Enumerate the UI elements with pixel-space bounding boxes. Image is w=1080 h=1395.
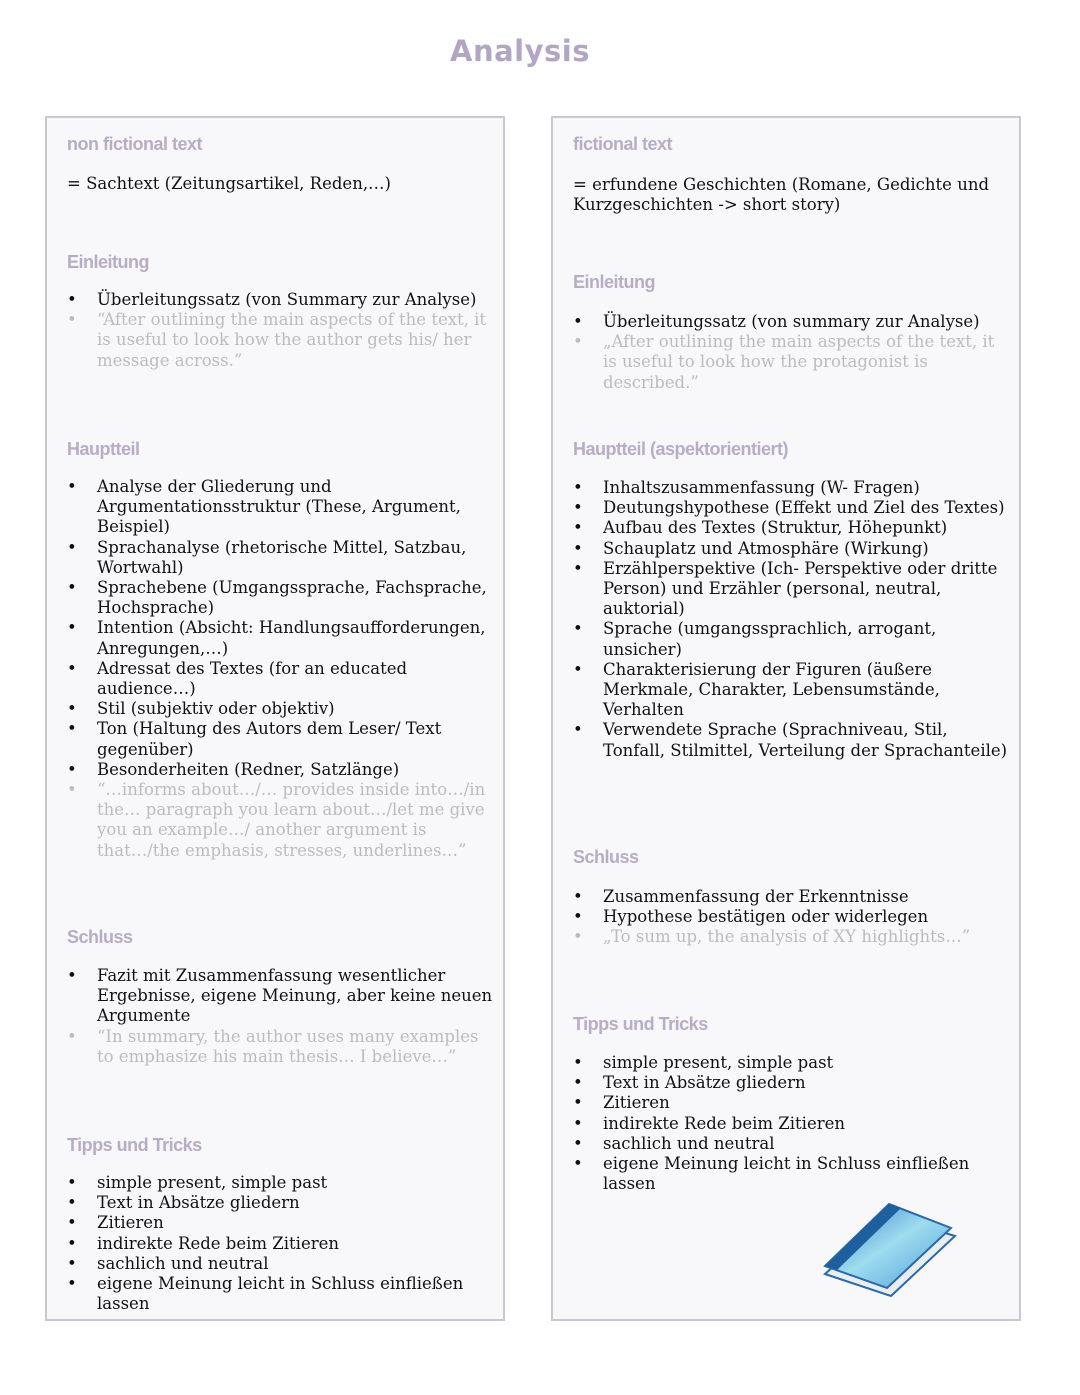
list-item: • sachlich und neutral [67, 1254, 497, 1274]
list-item: • Sprachebene (Umgangssprache, Fachsprache, Hochsprache) [67, 578, 497, 618]
list-item: • Stil (subjektiv oder objektiv) [67, 699, 497, 719]
list-item: • Besonderheiten (Redner, Satzlänge) [67, 760, 497, 780]
list-item: • Verwendete Sprache (Sprachniveau, Stil, Tonfall, Stilmittel, Verteilung der Sprachanteile) [573, 720, 1013, 760]
list-item: • Fazit mit Zusammenfassung wesentlicher Ergebnisse, eigene Meinung, aber keine neuen Argumente [67, 966, 497, 1027]
list-item: • Hypothese bestätigen oder widerlegen [573, 907, 1013, 927]
section-heading-tipps: Tipps und Tricks [67, 1135, 202, 1155]
list-item: • Charakterisierung der Figuren (äußere Merkmale, Charakter, Lebensumstände, Verhalten [573, 660, 1013, 721]
page-title: Analysis [450, 34, 590, 68]
example-quote-item: • “…informs about…/… provides inside into…/in the… paragraph you learn about…/let me give you an example…/ another argument is that…/the emphasis, stresses, underlines…” [67, 780, 497, 861]
bullet-list [573, 887, 1013, 948]
list-item: • Schauplatz und Atmosphäre (Wirkung) [573, 539, 1013, 559]
panel-heading: fictional text [573, 134, 673, 154]
non-fictional-panel [45, 116, 505, 1321]
panel-heading: non fictional text [67, 134, 202, 154]
section-heading-einleitung: Einleitung [573, 272, 655, 292]
bullet-list [67, 477, 497, 861]
book-icon [821, 1196, 961, 1310]
section-heading-hauptteil: Hauptteil (aspektorientiert) [573, 439, 789, 459]
bullet-list [67, 966, 497, 1067]
section-heading-tipps: Tipps und Tricks [573, 1014, 708, 1034]
list-item: • Inhaltszusammenfassung (W- Fragen) [573, 478, 1013, 498]
bullet-list [573, 312, 1013, 393]
example-quote-item: • “After outlining the main aspects of the text, it is useful to look how the author gets his/ her message across.” [67, 310, 497, 371]
panel-intro: = erfundene Geschichten (Romane, Gedichte und Kurzgeschichten -> short story) [573, 175, 990, 214]
list-item: • Zitieren [67, 1213, 497, 1233]
bullet-list [67, 290, 497, 371]
list-item: • Ton (Haltung des Autors dem Leser/ Text gegenüber) [67, 719, 497, 759]
list-item: • Sprachanalyse (rhetorische Mittel, Satzbau, Wortwahl) [67, 538, 497, 578]
list-item: • Zusammenfassung der Erkenntnisse [573, 887, 1013, 907]
list-item: • Intention (Absicht: Handlungsaufforderungen, Anregungen,…) [67, 618, 497, 658]
list-item: • sachlich und neutral [573, 1134, 1013, 1154]
section-heading-schluss: Schluss [573, 847, 639, 867]
list-item: • Adressat des Textes (for an educated audience…) [67, 659, 497, 699]
list-item: • Zitieren [573, 1093, 1013, 1113]
list-item: • Überleitungssatz (von Summary zur Analyse) [67, 290, 497, 310]
section-heading-einleitung: Einleitung [67, 252, 149, 272]
list-item: • Text in Absätze gliedern [573, 1073, 1013, 1093]
list-item: • eigene Meinung leicht in Schluss einfließen lassen [573, 1154, 1013, 1194]
list-item: • indirekte Rede beim Zitieren [67, 1234, 497, 1254]
example-quote-item: • „After outlining the main aspects of the text, it is useful to look how the protagonist is described.” [573, 332, 1013, 393]
panel-intro: = Sachtext (Zeitungsartikel, Reden,…) [67, 174, 391, 193]
fictional-panel [551, 116, 1021, 1321]
list-item: • Text in Absätze gliedern [67, 1193, 497, 1213]
list-item: • Überleitungssatz (von summary zur Analyse) [573, 312, 1013, 332]
bullet-list [67, 1173, 497, 1314]
list-item: • Aufbau des Textes (Struktur, Höhepunkt) [573, 518, 1013, 538]
list-item: • eigene Meinung leicht in Schluss einfließen lassen [67, 1274, 497, 1314]
list-item: • simple present, simple past [67, 1173, 497, 1193]
section-heading-schluss: Schluss [67, 927, 133, 947]
bullet-list [573, 1053, 1013, 1194]
section-heading-hauptteil: Hauptteil [67, 439, 140, 459]
list-item: • Deutungshypothese (Effekt und Ziel des Textes) [573, 498, 1013, 518]
example-quote-item: • „To sum up, the analysis of XY highlights…” [573, 927, 1013, 947]
list-item: • simple present, simple past [573, 1053, 1013, 1073]
example-quote-item: • “In summary, the author uses many examples to emphasize his main thesis… I believe…” [67, 1027, 497, 1067]
list-item: • Erzählperspektive (Ich- Perspektive oder dritte Person) und Erzähler (personal, neutral, auktorial) [573, 559, 1013, 620]
bullet-list [573, 478, 1013, 761]
list-item: • Sprache (umgangssprachlich, arrogant, unsicher) [573, 619, 1013, 659]
list-item: • indirekte Rede beim Zitieren [573, 1114, 1013, 1134]
list-item: • Analyse der Gliederung und Argumentationsstruktur (These, Argument, Beispiel) [67, 477, 497, 538]
